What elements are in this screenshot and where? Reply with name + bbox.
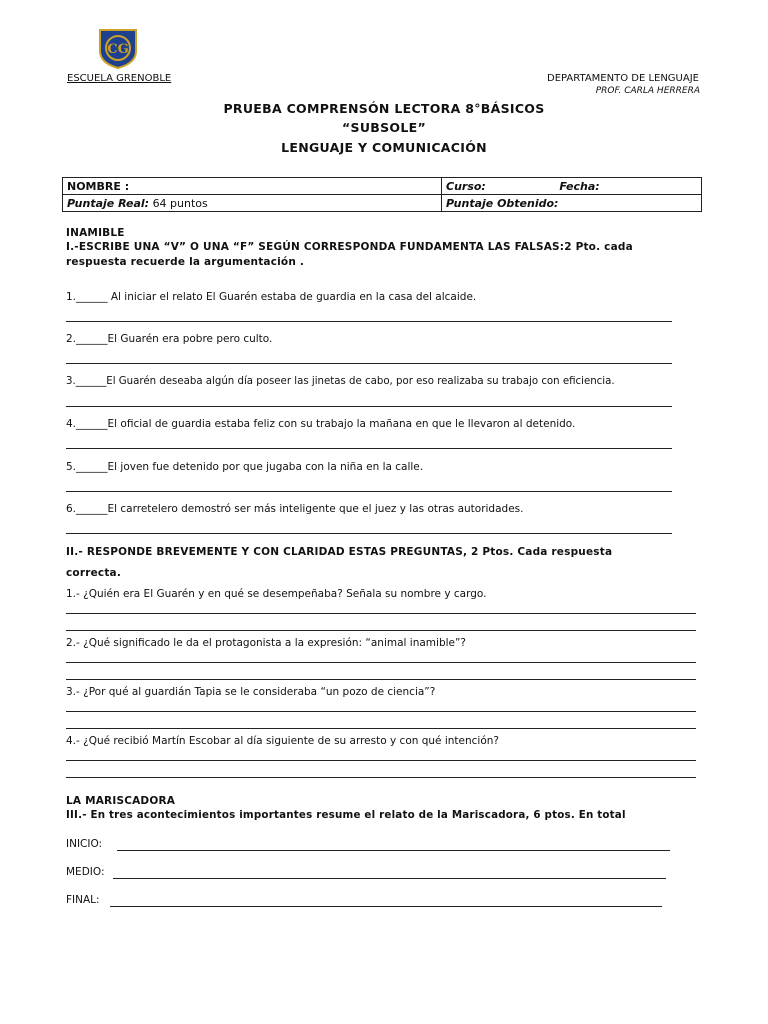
course-date-cell[interactable] xyxy=(442,178,702,195)
real-score-label: Puntaje Real: xyxy=(67,196,150,210)
name-label: NOMBRE : xyxy=(67,179,130,193)
tf-item-4: 4.______El oficial de guardia estaba feliz con su trabajo la mañana en que le llevaron al detenido. xyxy=(66,418,576,430)
medio-label: MEDIO: xyxy=(66,866,105,878)
final-label: FINAL: xyxy=(66,894,100,906)
answer-line[interactable] xyxy=(66,662,696,663)
answer-line[interactable] xyxy=(66,321,672,322)
answer-line[interactable] xyxy=(66,728,696,729)
section2-heading-cont: correcta. xyxy=(66,567,122,579)
course-label: Curso: xyxy=(446,179,486,193)
logo-letters: CG xyxy=(107,42,129,57)
inicio-answer-line[interactable] xyxy=(117,850,670,851)
section3-heading: III.- En tres acontecimientos importantes resume el relato de la Mariscadora, 6 ptos. En total xyxy=(66,809,626,821)
answer-line[interactable] xyxy=(66,363,672,364)
obtained-score-label: Puntaje Obtenido: xyxy=(446,196,559,210)
answer-line[interactable] xyxy=(66,711,696,712)
answer-line[interactable] xyxy=(66,406,672,407)
school-name: ESCUELA GRENOBLE xyxy=(67,73,172,84)
answer-line[interactable] xyxy=(66,448,672,449)
section2-heading: II.- RESPONDE BREVEMENTE Y CON CLARIDAD ESTAS PREGUNTAS, 2 Ptos. Cada respuesta xyxy=(66,546,613,558)
section3-story-title: LA MARISCADORA xyxy=(66,795,176,807)
question-1: 1.- ¿Quién era El Guarén y en qué se desempeñaba? Señala su nombre y cargo. xyxy=(66,588,487,600)
question-4: 4.- ¿Qué recibió Martín Escobar al día siguiente de su arresto y con qué intención? xyxy=(66,735,499,747)
real-score-value: 64 puntos xyxy=(152,196,208,210)
subject-title: LENGUAJE Y COMUNICACIÓN xyxy=(281,140,487,155)
department-name: DEPARTAMENTO DE LENGUAJE xyxy=(547,73,699,84)
answer-line[interactable] xyxy=(66,777,696,778)
question-3: 3.- ¿Por qué al guardián Tapia se le consideraba “un pozo de ciencia”? xyxy=(66,686,436,698)
story-title: “SUBSOLE” xyxy=(342,120,426,135)
answer-line[interactable] xyxy=(66,760,696,761)
answer-line[interactable] xyxy=(66,491,672,492)
medio-answer-line[interactable] xyxy=(113,878,666,879)
question-2: 2.- ¿Qué significado le da el protagonista a la expresión: “animal inamible”? xyxy=(66,637,466,649)
teacher-name: PROF. CARLA HERRERA xyxy=(595,86,700,96)
page-title: PRUEBA COMPRENSÓN LECTORA 8°BÁSICOS xyxy=(223,101,545,116)
school-logo xyxy=(97,27,139,69)
section1-story-title: INAMIBLE xyxy=(66,227,125,239)
date-label: Fecha: xyxy=(559,179,600,193)
tf-item-5: 5.______El joven fue detenido por que jugaba con la niña en la calle. xyxy=(66,461,424,473)
answer-line[interactable] xyxy=(66,679,696,680)
final-answer-line[interactable] xyxy=(110,906,662,907)
answer-line[interactable] xyxy=(66,630,696,631)
inicio-label: INICIO: xyxy=(66,838,103,850)
obtained-score-cell[interactable] xyxy=(442,195,702,212)
answer-line[interactable] xyxy=(66,533,672,534)
section1-heading: I.-ESCRIBE UNA “V” O UNA “F” SEGÚN CORRESPONDA FUNDAMENTA LAS FALSAS:2 Pto. cada xyxy=(66,241,633,253)
tf-item-1: 1.______ Al iniciar el relato El Guarén estaba de guardia en la casa del alcaide. xyxy=(66,291,477,303)
section1-heading-cont: respuesta recuerde la argumentación . xyxy=(66,256,305,268)
answer-line[interactable] xyxy=(66,613,696,614)
tf-item-3: 3.______El Guarén deseaba algún día poseer las jinetas de cabo, por eso realizaba su trabajo con eficiencia. xyxy=(66,376,615,387)
tf-item-6: 6.______El carretelero demostró ser más inteligente que el juez y las otras autoridades. xyxy=(66,503,524,515)
tf-item-2: 2.______El Guarén era pobre pero culto. xyxy=(66,333,273,345)
student-info-table xyxy=(62,177,702,212)
real-score-cell xyxy=(63,195,442,212)
name-cell[interactable] xyxy=(63,178,442,195)
